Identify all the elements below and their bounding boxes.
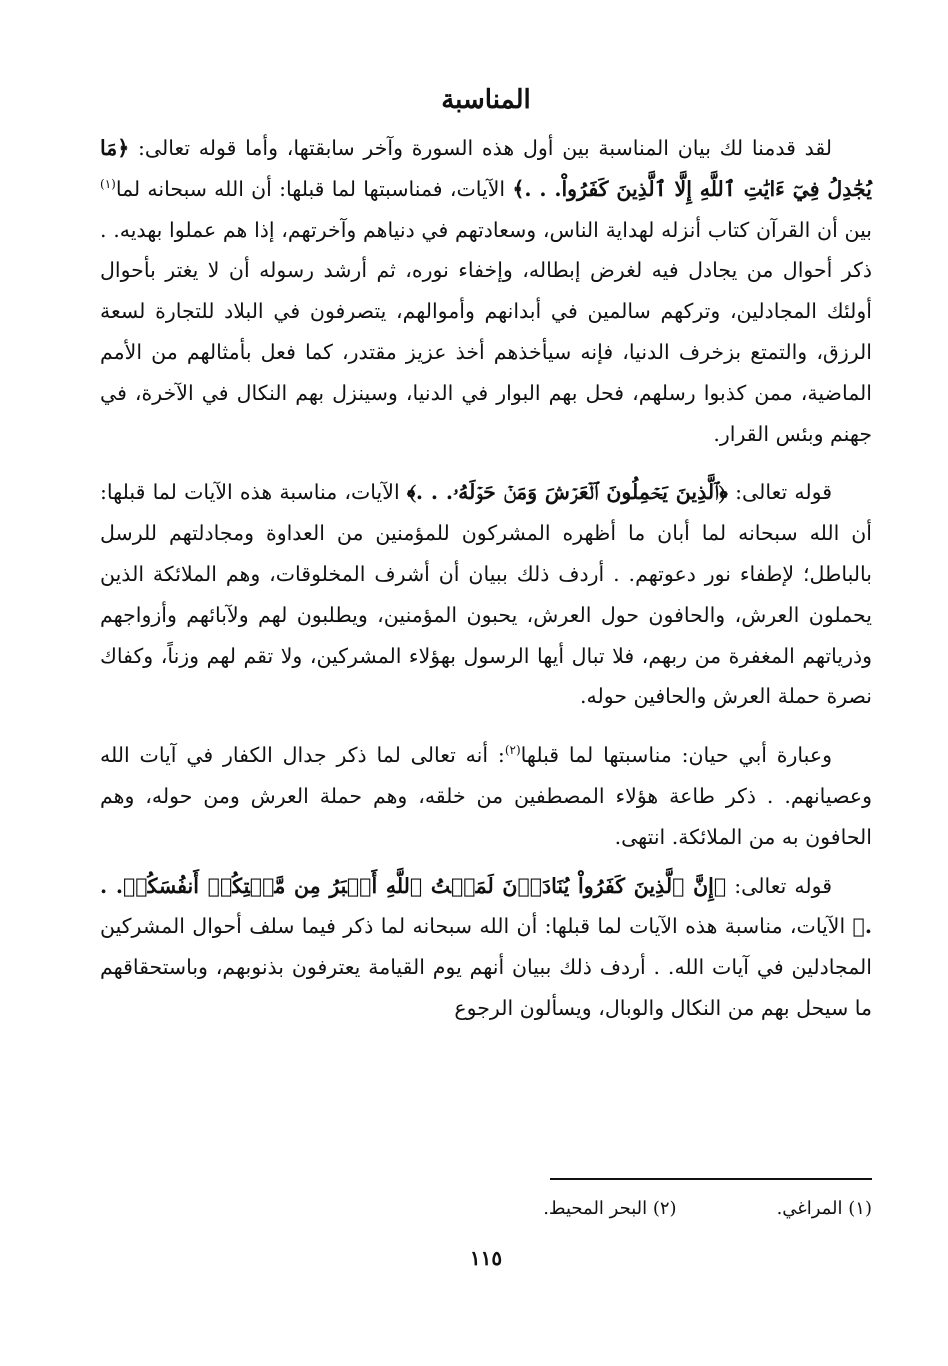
paragraph-3: [100, 735, 872, 857]
paragraph-gap: [100, 717, 872, 735]
paragraph-2-body: الآيات، مناسبة هذه الآيات لما قبلها: أن الله سبحانه لما أبان ما أظهره المشركون للمؤمنين من العداوة ومجادلتهم للرسل بالباطل؛ لإطفاء نور دعوتهم. . أردف ذلك ببيان أن أشرف المخلوقات، وهم الملائكة الذين يحملون العرش، والحافون حول العرش، يحبون المؤمنين، ويطلبون لهم ولآبائهم وأزواجهم وذرياتهم المغفرة من ربهم، فلا تبال أيها الرسول بهؤلاء المشركين، ولا تقم لهم وزناً، وكفاك نصرة حملة العرش والحافين حوله.: [100, 480, 872, 709]
paragraph-4-intro: قوله تعالى:: [726, 873, 832, 898]
footnote-separator: [550, 1178, 872, 1180]
paragraph-4: [100, 866, 872, 1029]
quran-verse-2: ﴿ٱلَّذِينَ يَحۡمِلُونَ ٱلۡعَرۡشَ وَمَنۡ حَوۡلَهُۥ. . .﴾: [406, 480, 728, 505]
paragraph-3-intro: وعبارة أبي حيان: مناسبتها لما قبلها: [520, 743, 832, 768]
paragraph-2: [100, 472, 872, 717]
page-body: [100, 78, 872, 1348]
paragraph-gap: [100, 454, 872, 472]
paragraph-1-intro: لقد قدمنا لك بيان المناسبة بين أول هذه السورة وآخر سابقتها، وأما قوله تعالى:: [129, 136, 832, 160]
paragraph-3-body: : أنه تعالى لما ذكر جدال الكفار في آيات الله وعصيانهم. . ذكر طاعة هؤلاء المصطفين من خلقه، وهم حملة العرش ومن حوله، وهم الحافون به من الملائكة. انتهى.: [100, 743, 872, 849]
footnote-marker-2: (٢): [504, 743, 521, 758]
footnote-1: (١) المراغي.: [776, 1198, 872, 1219]
page-title: المناسبة: [441, 85, 531, 115]
paragraph-1-body-b: بين أن القرآن كتاب أنزله لهداية الناس، وسعادتهم في دنياهم وآخرتهم، إذا هم عملوا بهديه. . ذكر أحوال من يجادل فيه لغرض إبطاله، وإخفاء نوره، ثم أرشد رسوله أن لا يغتر بأحوال أولئك المجادلين، وتركهم سالمين في أبدانهم وأموالهم، يتصرفون في البلاد للتجارة لسعة الرزق، والتمتع بزخرف الدنيا، فإنه سيأخذهم أخذ عزيز مقتدر، كما فعل بأمثالهم من الأمم الماضية، ممن كذبوا رسلهم، فحل بهم البوار في الدنيا، وسينزل بهم النكال في الآخرة، في جهنم وبئس القرار.: [100, 217, 872, 446]
paragraph-1-body-a: الآيات، فمناسبتها لما قبلها: أن الله سبحانه لما: [115, 176, 513, 201]
footnotes: [100, 1194, 872, 1224]
footnote-2: (٢) البحر المحيط.: [543, 1198, 677, 1219]
quran-verse-3: ﴿إِنَّ ٱلَّذِينَ كَفَرُواْ يُنَادَوۡنَ لَمَقۡتُ ٱللَّهِ أَكۡبَرُ مِن مَّقۡتِكُمۡ أَنفُسَكُمۡ. . .﴾: [100, 873, 872, 939]
paragraph-4-body: الآيات، مناسبة هذه الآيات لما قبلها: أن الله سبحانه لما ذكر فيما سلف أحوال المشركين المجادلين في آيات الله. . أردف ذلك ببيان أنهم يوم القيامة يعترفون بذنوبهم، وباستحقاقهم ما سيحل بهم من النكال والوبال، ويسألون الرجوع: [100, 914, 872, 1020]
paragraph-2-intro: قوله تعالى:: [727, 480, 832, 505]
page-number: ١١٥: [469, 1246, 503, 1270]
quran-verse-1: ﴿مَا يُجَٰدِلُ فِيٓ ءَايَٰتِ ٱللَّهِ إِلَّا ٱلَّذِينَ كَفَرُواْ. . .﴾: [100, 136, 872, 201]
paragraph-1: [100, 128, 872, 454]
footnote-marker-1: (١): [100, 176, 116, 191]
paragraph-gap: [100, 858, 872, 866]
